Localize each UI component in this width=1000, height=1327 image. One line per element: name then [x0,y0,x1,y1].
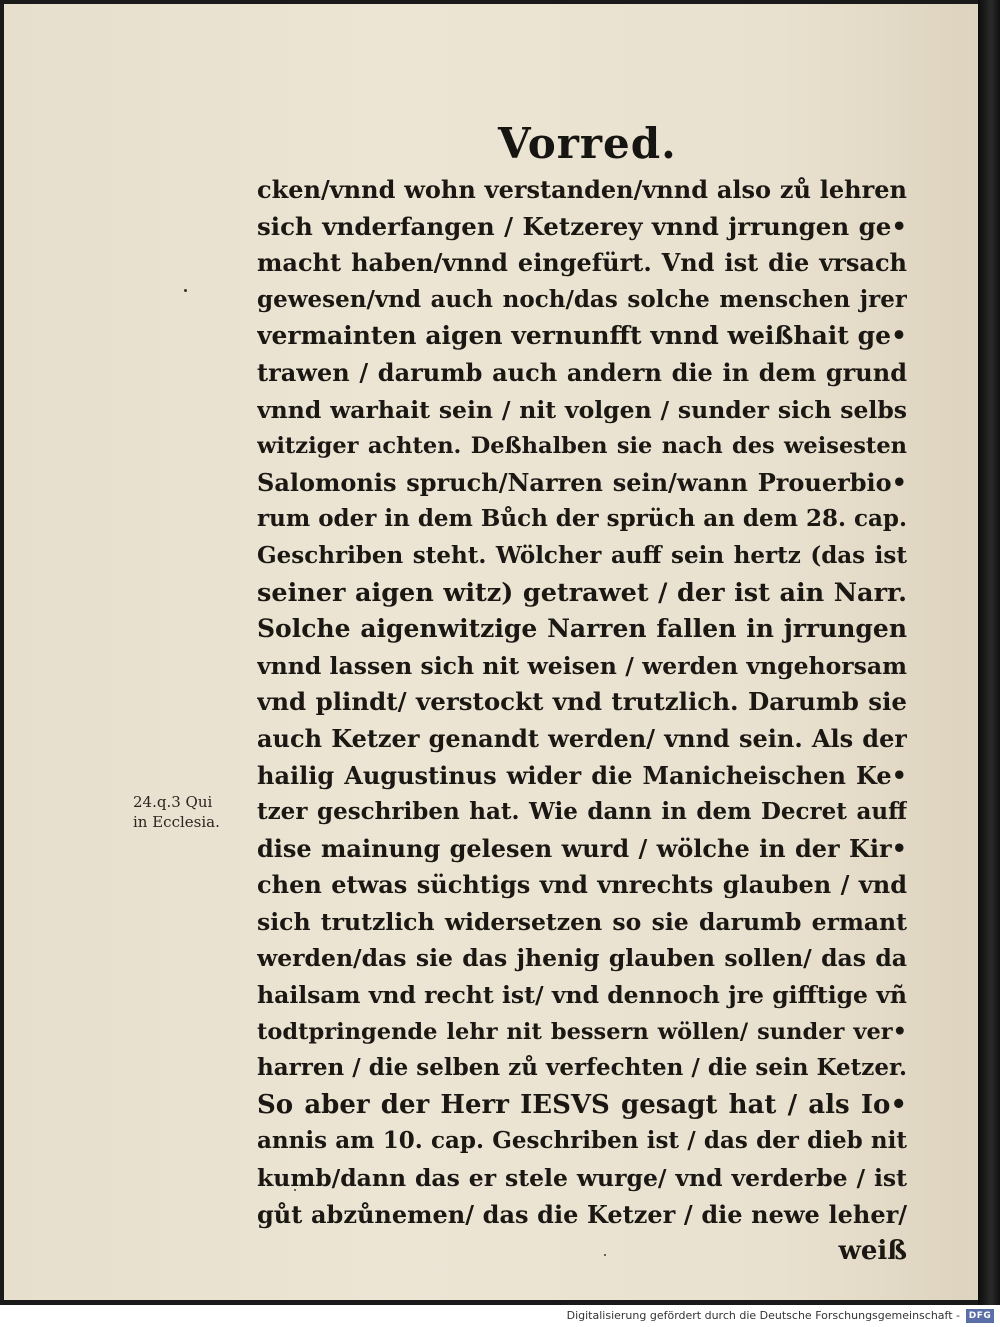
page-edge-shadow [978,0,1000,1305]
text-line: tzer geschriben hat. Wie dann in dem Decret auff [257,798,907,826]
text-line: trawen / darumb auch andern die in dem grund [257,357,907,387]
text-line: kumb/dann das er stele wurge/ vnd verderbe / ist [257,1164,907,1193]
text-line: vnnd warhait sein / nit volgen / sunder sich selbs [257,395,907,424]
body-text [257,172,907,1270]
text-line: auch Ketzer genandt werden/ vnnd sein. Als der [257,723,907,753]
footer-bar [0,1305,1000,1327]
text-line: Geschriben steht. Wölcher auff sein hertz (das ist [257,541,907,569]
text-line: annis am 10. cap. Geschriben ist / das der dieb nit [257,1127,907,1155]
text-line: weiß [838,1236,907,1267]
text-line: rum oder in dem Bůch der sprüch an dem 28. cap. [257,505,907,533]
text-line: Solche aigenwitzige Narren fallen in jrrungen [257,614,907,644]
text-line: vnd plindt/ verstockt vnd trutzlich. Darumb sie [257,687,907,717]
text-line: vnnd lassen sich nit weisen / werden vngehorsam [257,651,907,680]
dfg-logo-icon: DFG [966,1309,994,1323]
funding-notice: Digitalisierung gefördert durch die Deutsche Forschungsgemeinschaft - [566,1309,960,1322]
text-line: Salomonis spruch/Narren sein/wann Prouerbio• [257,467,907,497]
text-line: hailsam vnd recht ist/ vnd dennoch jre gifftige vñ [257,981,907,1010]
text-line: cken/vnnd wohn verstanden/vnnd also zů lehren [257,175,907,204]
text-line: hailig Augustinus wider die Manicheischen Ke• [257,760,907,790]
page-header: Vorred. [498,119,677,168]
text-line: dise mainung gelesen wurd / wölche in der Kir• [257,833,907,863]
text-line: sich trutzlich widersetzen so sie darumb ermant [257,907,907,936]
text-line: macht haben/vnnd eingefürt. Vnd ist die vrsach [257,248,907,278]
text-line: vermainten aigen vernunfft vnnd weißhait ge• [257,321,907,351]
marginal-note [133,792,253,832]
text-line: gůt abzůnemen/ das die Ketzer / die newe leher/ [257,1199,907,1229]
text-line: seiner aigen witz) getrawet / der ist ain Narr. [257,577,907,608]
text-line: sich vnderfangen / Ketzerey vnnd jrrungen ge• [257,211,907,241]
marginal-note-line: in Ecclesia. [133,813,220,831]
marginal-note-line: 24.q.3 Qui [133,793,213,811]
text-line: gewesen/vnd auch noch/das solche menschen jrer [257,285,907,313]
text-line: todtpringende lehr nit bessern wöllen/ sunder ver• [257,1018,907,1045]
text-line: witziger achten. Deßhalben sie nach des weisesten [257,433,907,460]
paper-speck [184,289,187,292]
text-line: chen etwas süchtigs vnd vnrechts glauben / vnd [257,870,907,900]
text-line: harren / die selben zů verfechten / die sein Ketzer. [257,1054,907,1082]
text-line: So aber der Herr IESVS gesagt hat / als Io• [257,1089,907,1120]
text-line: werden/das sie das jhenig glauben sollen/ das da [257,944,907,973]
